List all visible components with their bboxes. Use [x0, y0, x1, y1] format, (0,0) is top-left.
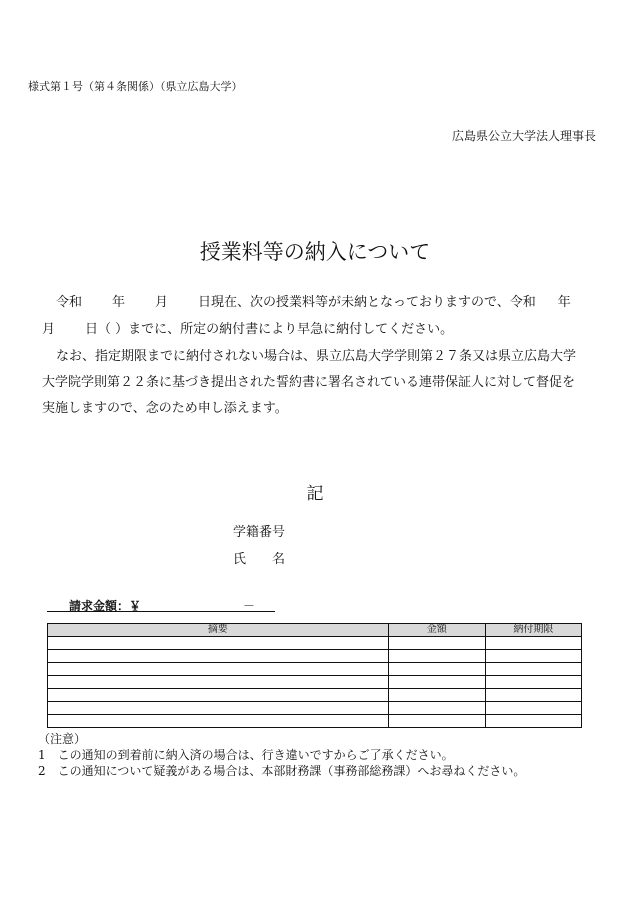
year-label: 年: [112, 295, 126, 310]
billing-amount-label: 請求金額：￥: [69, 599, 142, 613]
header-description: 摘要: [48, 624, 389, 637]
table-cell: [388, 637, 485, 650]
table-cell: [48, 702, 389, 715]
table-row: [48, 715, 582, 728]
billing-amount-dash: －: [243, 599, 256, 613]
table-cell: [485, 676, 581, 689]
ki-heading: 記: [306, 484, 324, 504]
table-row: [48, 676, 582, 689]
table-cell: [388, 676, 485, 689]
header-due-date: 納付期限: [485, 624, 581, 637]
table-cell: [48, 650, 389, 663]
table-cell: [388, 663, 485, 676]
table-cell: [48, 689, 389, 702]
table-cell: [48, 676, 389, 689]
body-line-1: [42, 291, 571, 310]
form-id: 様式第１号（第４条関係）（県立広島大学）: [28, 80, 243, 93]
table-cell: [388, 715, 485, 728]
table-row: [48, 689, 582, 702]
document-title: 授業料等の納入について: [199, 240, 431, 264]
body-line-2-rest: 日（ ）までに、所定の納付書により早急に納付してください。: [85, 322, 454, 337]
student-id-label: 学籍番号: [233, 525, 286, 540]
table-row: [48, 702, 582, 715]
issuer-name: 広島県公立大学法人理事長: [451, 129, 596, 143]
body-line-2: [42, 318, 453, 337]
body-paragraph-2-line-1: なお、指定期限までに納付されない場合は、県立広島大学学則第２７条又は県立広島大学: [56, 349, 577, 364]
body-paragraph-2-line-3: 実施しますので、念のため申し添えます。: [42, 401, 288, 416]
billing-items-table: [47, 623, 582, 728]
billing-amount-row: [47, 597, 275, 612]
reiwa-label: 令和: [56, 295, 83, 310]
note-item-1: 1 この通知の到着前に納入済の場合は、行き違いですからご了承ください。: [38, 748, 454, 762]
notes-heading: （注意）: [38, 732, 87, 746]
table-cell: [388, 689, 485, 702]
table-cell: [48, 715, 389, 728]
month-label: 月: [155, 295, 169, 310]
body-line-3: [42, 345, 576, 364]
table-cell: [485, 650, 581, 663]
table-cell: [485, 715, 581, 728]
notes-section: [38, 731, 525, 779]
body-line-1-rest: 日現在、次の授業料等が未納となっておりますので、令和: [198, 295, 536, 310]
table-cell: [485, 702, 581, 715]
table-cell: [485, 663, 581, 676]
name-label-part-2: 名: [272, 552, 286, 567]
name-label-part-1: 氏: [233, 552, 247, 567]
table-cell: [388, 650, 485, 663]
table-cell: [485, 689, 581, 702]
note-item-2: 2 この通知について疑義がある場合は、本部財務課（事務部総務課）へお尋ねください。: [38, 764, 526, 778]
year-label-2: 年: [557, 295, 571, 310]
student-name-label: [233, 548, 285, 567]
header-amount: 金額: [388, 624, 485, 637]
table-row: [48, 650, 582, 663]
table-row: [48, 637, 582, 650]
table-row: [48, 663, 582, 676]
table-cell: [388, 702, 485, 715]
table-cell: [485, 637, 581, 650]
body-paragraph-2-line-2: 大学院学則第２２条に基づき提出された誓約書に署名されている連帯保証人に対して督促を: [42, 375, 576, 390]
table-cell: [48, 637, 389, 650]
table-header-row: [48, 624, 582, 637]
table-cell: [48, 663, 389, 676]
month-label-2: 月: [42, 322, 56, 337]
